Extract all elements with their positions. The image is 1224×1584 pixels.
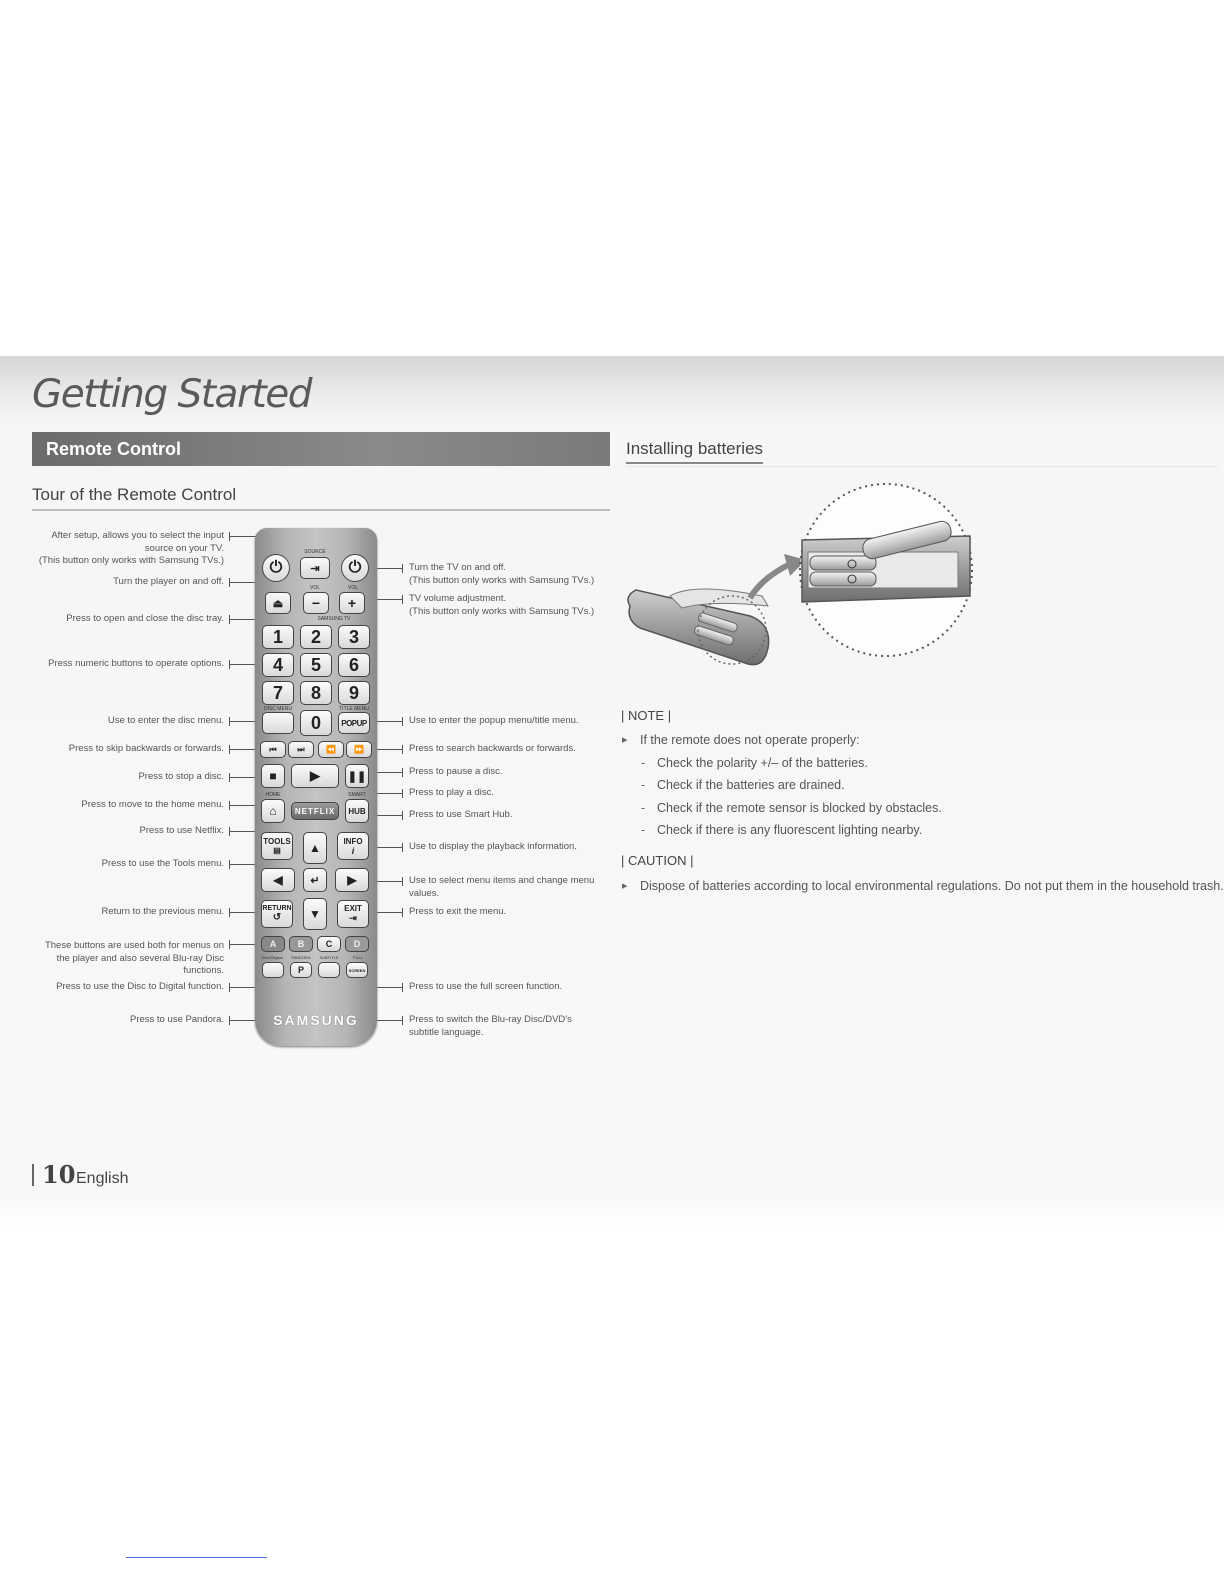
up-arrow-button[interactable] bbox=[303, 832, 327, 864]
full-screen-button[interactable]: SCREEN bbox=[346, 962, 368, 978]
play-icon: ▶ bbox=[310, 768, 320, 783]
tour-title-rule bbox=[32, 509, 610, 511]
label-return: Return to the previous menu. bbox=[101, 906, 224, 917]
up-arrow-icon: ▲ bbox=[309, 841, 321, 855]
digit-1-button[interactable]: 1 bbox=[262, 625, 294, 649]
label-popup: Use to enter the popup menu/title menu. bbox=[409, 715, 579, 726]
enter-icon: ↵ bbox=[310, 874, 320, 887]
label-tv-power: Turn the TV on and off. (This button only works with Samsung TVs.) bbox=[409, 562, 595, 586]
label-numeric: Press numeric buttons to operate options. bbox=[48, 658, 224, 669]
exit-icon: ⇥ bbox=[349, 913, 357, 923]
batteries-title: Installing batteries bbox=[626, 439, 763, 464]
skip-back-button[interactable] bbox=[260, 741, 286, 758]
full-caption: FULL bbox=[353, 955, 363, 960]
power-icon: ⏻ bbox=[269, 559, 283, 576]
digit-9-button[interactable]: 9 bbox=[338, 681, 370, 705]
disc-menu-caption: DISC MENU bbox=[263, 706, 293, 712]
pause-icon: ❚❚ bbox=[347, 770, 367, 783]
label-pandora: Press to use Pandora. bbox=[130, 1014, 224, 1025]
tour-title: Tour of the Remote Control bbox=[32, 485, 237, 504]
chapter-title: Getting Started bbox=[32, 372, 312, 417]
digit-8-button[interactable]: 8 bbox=[300, 681, 332, 705]
vol-caption-left: VOL bbox=[309, 585, 320, 591]
remote-control-illustration bbox=[255, 528, 377, 1046]
disc2digital-button[interactable] bbox=[262, 962, 284, 978]
label-info: Use to display the playback information. bbox=[409, 841, 577, 852]
rewind-button[interactable] bbox=[318, 741, 344, 758]
caution-item: ▸ Dispose of batteries according to local environmental regulations. Do not put them in the household trash. bbox=[640, 879, 1224, 893]
return-label: RETURN bbox=[262, 905, 292, 912]
home-caption: HOME bbox=[265, 792, 281, 798]
label-play: Press to play a disc. bbox=[409, 787, 495, 798]
label-disc2digital: Press to use the Disc to Digital function. bbox=[56, 981, 224, 992]
skip-forward-icon: ⏭ bbox=[297, 744, 305, 754]
down-arrow-icon: ▼ bbox=[309, 907, 321, 921]
left-arrow-button[interactable] bbox=[261, 868, 295, 892]
source-icon: ⇥ bbox=[310, 562, 320, 575]
zoom-arrow bbox=[750, 564, 790, 598]
note-check-polarity: - Check the polarity +/– of the batteries. bbox=[657, 756, 868, 770]
tools-icon: ▤ bbox=[273, 846, 281, 855]
label-home: Press to move to the home menu. bbox=[81, 799, 224, 810]
d-button[interactable]: D bbox=[345, 936, 369, 952]
info-icon: i bbox=[351, 845, 355, 856]
power-button[interactable] bbox=[262, 554, 290, 582]
page-language: English bbox=[76, 1170, 129, 1187]
rewind-icon: ⏪ bbox=[326, 745, 336, 754]
pause-button[interactable] bbox=[345, 764, 369, 788]
label-stop: Press to stop a disc. bbox=[138, 771, 224, 782]
c-button[interactable]: C bbox=[317, 936, 341, 952]
label-tools: Press to use the Tools menu. bbox=[101, 858, 224, 869]
label-skip: Press to skip backwards or forwards. bbox=[68, 743, 224, 754]
label-tv-volume: TV volume adjustment. (This button only works with Samsung TVs.) bbox=[409, 593, 595, 617]
page-number bbox=[32, 1160, 75, 1189]
stop-icon: ■ bbox=[269, 769, 277, 783]
page-number-value: 10 bbox=[42, 1160, 76, 1189]
left-arrow-icon: ◀ bbox=[273, 873, 283, 887]
tv-power-icon: ⏻ bbox=[348, 559, 362, 576]
note-heading: | NOTE | bbox=[621, 708, 672, 723]
content-band-fade bbox=[0, 1200, 1224, 1226]
label-navigation: Use to select menu items and change menu values. bbox=[409, 875, 595, 899]
source-button[interactable] bbox=[300, 557, 330, 579]
skip-back-icon: ⏮ bbox=[269, 744, 277, 754]
netflix-button[interactable]: NETFLIX bbox=[291, 802, 339, 820]
subtitle-button[interactable] bbox=[318, 962, 340, 978]
note-item: ▸ If the remote does not operate properly: bbox=[640, 733, 860, 747]
label-source: After setup, allows you to select the input source on your TV. (This button only works with Samsung TVs.) bbox=[38, 530, 224, 566]
a-button[interactable]: A bbox=[261, 936, 285, 952]
info-button[interactable] bbox=[337, 832, 369, 860]
fast-forward-button[interactable] bbox=[346, 741, 372, 758]
label-power: Turn the player on and off. bbox=[113, 576, 224, 587]
skip-forward-button[interactable] bbox=[288, 741, 314, 758]
label-color-buttons: These buttons are used both for menus on the player and also several Blu-ray Disc functions. bbox=[44, 940, 224, 976]
label-smart-hub: Press to use Smart Hub. bbox=[409, 809, 513, 820]
caution-heading: | CAUTION | bbox=[621, 853, 694, 868]
right-arrow-button[interactable] bbox=[335, 868, 369, 892]
return-icon: ↺ bbox=[272, 912, 282, 923]
tv-power-button[interactable] bbox=[341, 554, 369, 582]
pandora-button[interactable]: P bbox=[290, 962, 312, 978]
exit-button[interactable] bbox=[337, 900, 369, 928]
right-arrow-icon: ▶ bbox=[347, 873, 357, 887]
disc2digital-caption: Disc2Digital bbox=[261, 955, 283, 960]
tools-label: TOOLS bbox=[263, 837, 291, 846]
vol-caption-right: VOL bbox=[347, 585, 358, 591]
batteries-title-rule bbox=[626, 466, 1218, 467]
samsung-tv-caption: SAMSUNG TV bbox=[317, 616, 351, 622]
pandora-caption: PANDORA bbox=[291, 955, 311, 960]
battery-illustration-svg bbox=[622, 478, 982, 678]
label-pause: Press to pause a disc. bbox=[409, 766, 503, 777]
note-check-lighting: - Check if there is any fluorescent lighting nearby. bbox=[657, 823, 922, 837]
battery-installation-illustration bbox=[622, 478, 982, 678]
label-exit: Press to exit the menu. bbox=[409, 906, 507, 917]
digit-2-button[interactable]: 2 bbox=[300, 625, 332, 649]
label-search: Press to search backwards or forwards. bbox=[409, 743, 576, 754]
source-caption: SOURCE bbox=[304, 549, 326, 555]
popup-button[interactable]: POPUP bbox=[338, 712, 370, 734]
down-arrow-button[interactable] bbox=[303, 898, 327, 930]
eject-button[interactable] bbox=[265, 592, 291, 614]
digit-3-button[interactable]: 3 bbox=[338, 625, 370, 649]
exit-label: EXIT bbox=[344, 904, 362, 913]
digit-4-button[interactable]: 4 bbox=[262, 653, 294, 677]
tools-button[interactable] bbox=[261, 832, 293, 860]
home-icon: ⌂ bbox=[269, 804, 277, 818]
digit-6-button[interactable]: 6 bbox=[338, 653, 370, 677]
subtitle-caption: SUBTITLE bbox=[319, 955, 339, 960]
volume-down-button[interactable]: − bbox=[303, 592, 329, 614]
title-menu-caption: TITLE MENU bbox=[339, 706, 369, 712]
digit-0-button[interactable]: 0 bbox=[300, 710, 332, 736]
section-title-bar: Remote Control bbox=[32, 432, 610, 466]
label-subtitle: Press to switch the Blu-ray Disc/DVD's subtitle language. bbox=[409, 1014, 572, 1038]
samsung-logo: SAMSUNG bbox=[273, 1012, 359, 1028]
label-eject: Press to open and close the disc tray. bbox=[66, 613, 224, 624]
b-button[interactable]: B bbox=[289, 936, 313, 952]
play-button[interactable] bbox=[291, 764, 339, 788]
disc-menu-button[interactable] bbox=[262, 712, 294, 734]
return-button[interactable] bbox=[261, 900, 293, 928]
home-button[interactable] bbox=[261, 799, 285, 823]
label-disc-menu: Use to enter the disc menu. bbox=[107, 715, 224, 726]
note-check-sensor: - Check if the remote sensor is blocked by obstacles. bbox=[657, 801, 942, 815]
leader-power bbox=[230, 582, 258, 583]
volume-up-button[interactable]: + bbox=[339, 592, 365, 614]
footer-link-underline[interactable] bbox=[126, 1557, 267, 1558]
enter-button[interactable] bbox=[303, 868, 327, 892]
note-check-drained: - Check if the batteries are drained. bbox=[657, 778, 845, 792]
digit-5-button[interactable]: 5 bbox=[300, 653, 332, 677]
label-full-screen: Press to use the full screen function. bbox=[409, 981, 563, 992]
smart-hub-button[interactable]: HUB bbox=[345, 799, 369, 823]
label-netflix: Press to use Netflix. bbox=[139, 825, 224, 836]
digit-7-button[interactable]: 7 bbox=[262, 681, 294, 705]
stop-button[interactable] bbox=[261, 764, 285, 788]
info-label: INFO bbox=[343, 836, 363, 846]
smart-caption: SMART bbox=[348, 792, 366, 798]
eject-icon: ⏏ bbox=[272, 597, 284, 610]
fast-forward-icon: ⏩ bbox=[354, 745, 364, 754]
